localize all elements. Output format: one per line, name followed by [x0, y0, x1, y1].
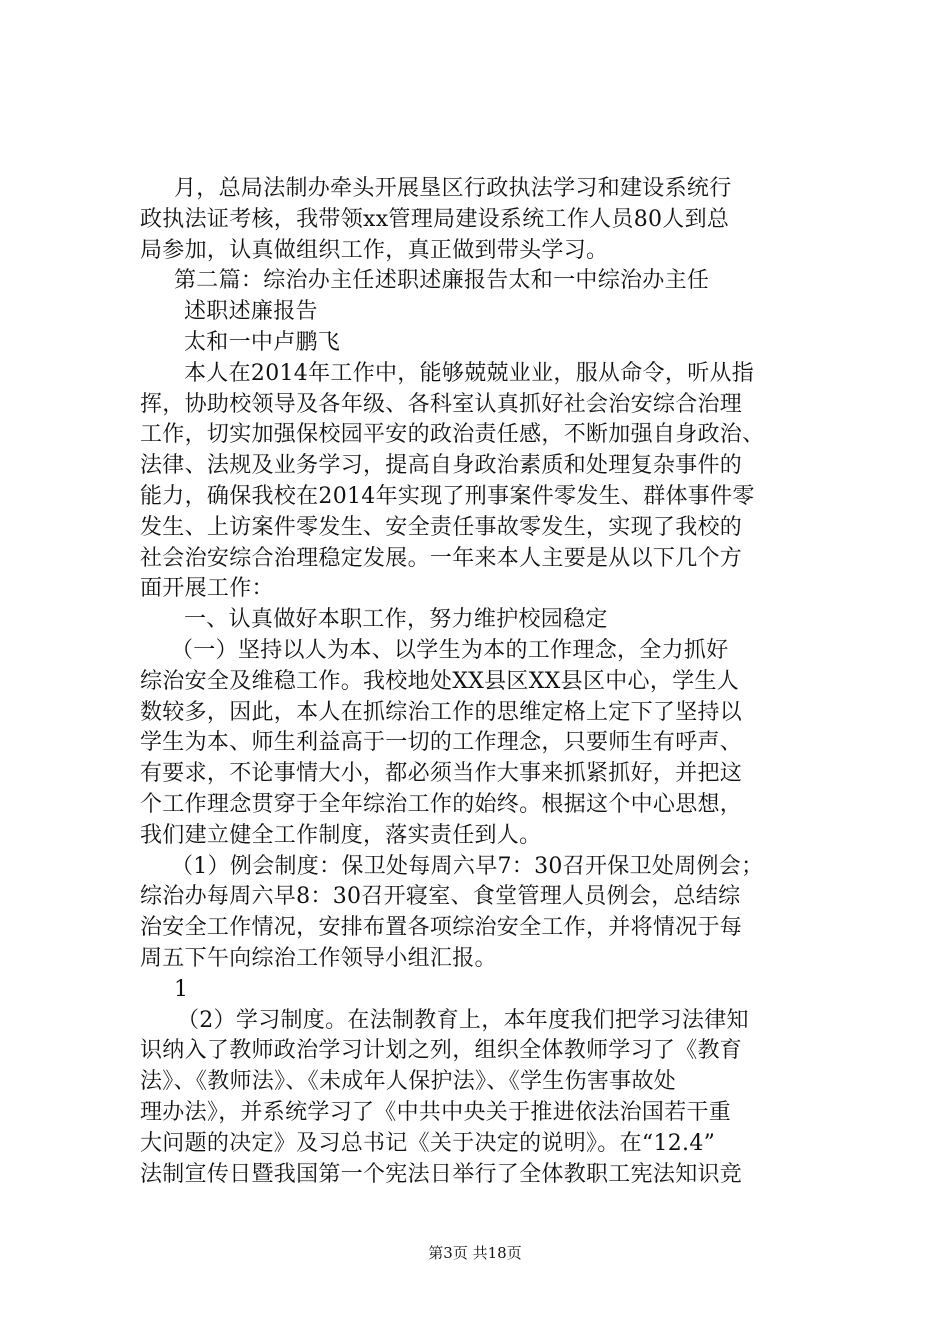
subsection-heading: 一、认真做好本职工作，努力维护校园稳定	[184, 607, 608, 633]
text-line: 本人在2014年工作中，能够兢兢业业，服从命令，听从指	[184, 360, 755, 386]
text-line: 发生、上访案件零发生、安全责任事故零发生，实现了我校的	[140, 514, 743, 540]
section-heading: 第二篇：综治办主任述职述廉报告太和一中综治办主任	[174, 268, 710, 294]
text-line: 周五下午向综治工作领导小组汇报。	[140, 945, 497, 971]
page-footer: 第3页 共18页	[428, 1244, 522, 1262]
text-line: 综治安全及维稳工作。我校地处XX县区XX县区中心，学生人	[140, 668, 740, 694]
text-line: 局参加，认真做组织工作，真正做到带头学习。	[140, 237, 609, 263]
text-line: 政执法证考核，我带领xx管理局建设系统工作人员80人到总	[140, 206, 730, 232]
text-line: 识纳入了教师政治学习计划之列，组织全体教师学习了《教育	[140, 1038, 743, 1064]
inline-page-number: 1	[174, 976, 189, 1002]
text-line: 理办法》，并系统学习了《中共中央关于推进依法治国若干重	[140, 1099, 732, 1125]
text-line: 挥，协助校领导及各年级、各科室认真抓好社会治安综合治理	[140, 391, 743, 417]
text-line: 面开展工作：	[140, 576, 274, 602]
text-line: 月，总局法制办牵头开展垦区行政执法学习和建设系统行	[174, 176, 732, 201]
text-line: 综治办每周六早8：30召开寝室、食堂管理人员例会，总结综	[140, 884, 741, 910]
text-line: （2）学习制度。在法制教育上，本年度我们把学习法律知	[177, 1007, 749, 1033]
text-line: 社会治安综合治理稳定发展。一年来本人主要是从以下几个方	[140, 545, 743, 571]
text-line: 治安全工作情况，安排布置各项综治安全工作，并将情况于每	[140, 915, 743, 941]
text-line: 工作，切实加强保校园平安的政治责任感，不断加强自身政治、	[140, 422, 765, 448]
text-line: （1）例会制度：保卫处每周六早7：30召开保卫处周例会；	[171, 853, 764, 879]
section-heading-continued: 述职述廉报告	[184, 299, 318, 325]
text-line: 个工作理念贯穿于全年综治工作的始终。根据这个中心思想，	[140, 791, 743, 817]
text-line: 能力，确保我校在2014年实现了刑事案件零发生、群体事件零	[140, 483, 755, 509]
text-line: 法》、《教师法》、《未成年人保护法》、《学生伤害事故处	[140, 1069, 677, 1095]
author-line: 太和一中卢鹏飞	[184, 329, 341, 355]
text-line: 有要求，不论事情大小，都必须当作大事来抓紧抓好，并把这	[140, 761, 743, 787]
text-line: 我们建立健全工作制度，落实责任到人。	[140, 822, 542, 848]
text-line: （一）坚持以人为本、以学生为本的工作理念，全力抓好	[171, 637, 729, 663]
document-body	[140, 174, 840, 1190]
text-line: 法制宣传日暨我国第一个宪法日举行了全体教职工宪法知识竞	[140, 1161, 743, 1187]
text-line: 数较多，因此，本人在抓综治工作的思维定格上定下了坚持以	[140, 699, 743, 725]
text-line: 大问题的决定》及习总书记《关于决定的说明》。在“12.4”	[140, 1130, 716, 1156]
text-line: 法律、法规及业务学习，提高自身政治素质和处理复杂事件的	[140, 453, 743, 479]
text-line: 学生为本、师生利益高于一切的工作理念，只要师生有呼声、	[140, 730, 743, 756]
